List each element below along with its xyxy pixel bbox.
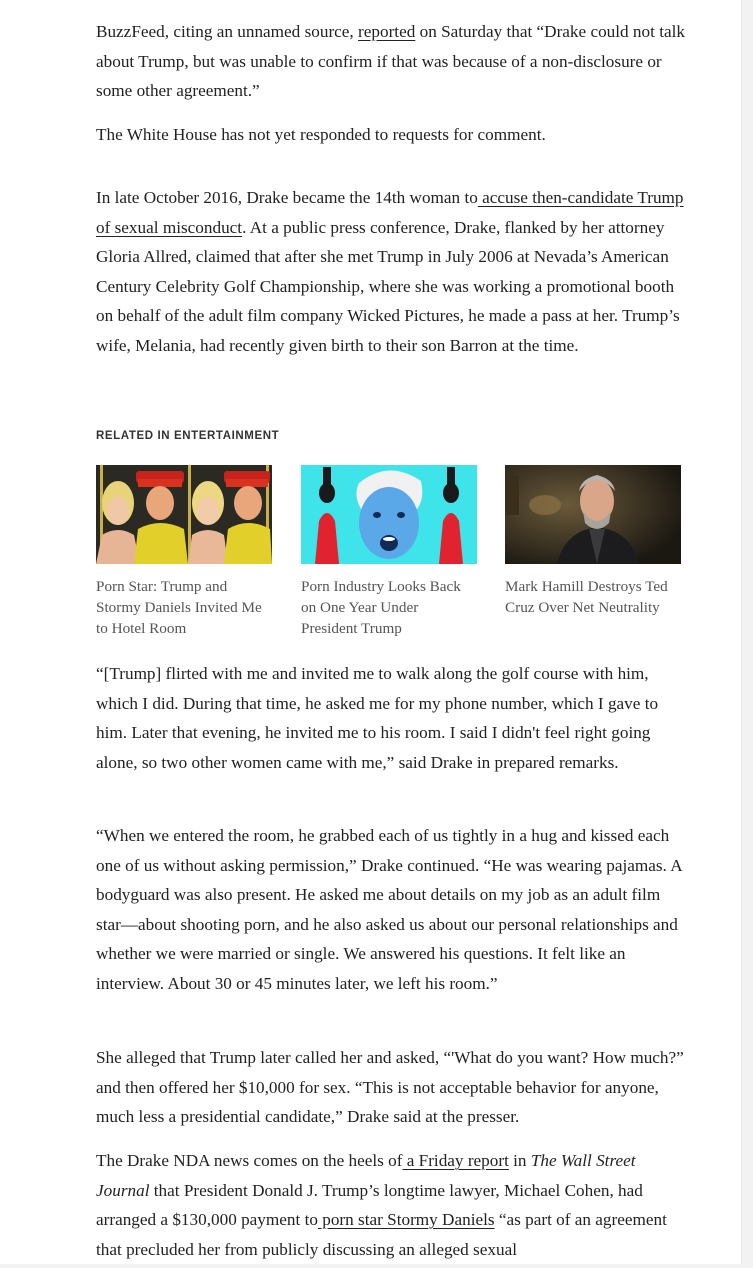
text: BuzzFeed, citing an unnamed source, <box>96 22 359 41</box>
paragraph <box>96 1146 686 1264</box>
text: on Saturday that “Drake could not talk about Trump, but was unable to confirm if that was because of a non-disclosure or some other agreement.” <box>96 22 685 100</box>
related-item[interactable] <box>301 465 477 639</box>
text: The Drake NDA news comes on the heels of <box>96 1151 403 1170</box>
paragraph: She alleged that Trump later called her and asked, “'What do you want? How much?” and then offered her $10,000 for sex. “This is not acceptable behavior for anyone, much less a presidential candidate,” Drake said at the presser. <box>96 1048 684 1126</box>
paragraph: “When we entered the room, he grabbed each of us tightly in a hug and kissed each one of us without asking permission,” Drake continued. “He was wearing pajamas. A bodyguard was also present. He asked me about details on my job as an adult film star—about shooting porn, and he also asked us about our personal relationships and whether we were married or single. We answered his questions. It felt like an interview. About 30 or 45 minutes later, we left his room.” <box>96 826 682 993</box>
text: . At a public press conference, Drake, flanked by her attorney Gloria Allred, claimed that after she met Trump in July 2006 at Nevada’s American Century Celebrity Golf Championship, where she was working a promotional booth on behalf of the adult film company Wicked Pictures, he made a pass at her. Trump’s wife, Melania, had recently given birth to their son Barron at the time. <box>96 217 680 355</box>
stormy-daniels-link[interactable]: porn star Stormy Daniels <box>317 1210 495 1229</box>
text: “as part of an agreement that precluded her from publicly discussing an alleged sexual <box>96 1210 667 1259</box>
portrait-photo-icon <box>505 465 681 564</box>
related-caption: Porn Industry Looks Back on One Year Under President Trump <box>301 578 461 637</box>
related-heading: RELATED IN ENTERTAINMENT <box>96 430 280 442</box>
text: In late October 2016, Drake became the 14th woman to <box>96 188 478 207</box>
friday-report-link[interactable]: a Friday report <box>402 1151 509 1170</box>
collage-photo-icon <box>96 465 272 564</box>
paragraph: “[Trump] flirted with me and invited me to walk along the golf course with him, which I did. During that time, he asked me for my phone number, which I gave to him. Later that evening, he invited me to his room. I said I didn't feel right going alone, so two other women came with me,” said Drake in prepared remarks. <box>96 664 659 772</box>
related-caption: Porn Star: Trump and Stormy Daniels Invited Me to Hotel Room <box>96 578 262 637</box>
reported-link[interactable]: reported <box>358 22 416 41</box>
publication-name: The Wall Street Journal <box>96 1151 636 1200</box>
pop-art-photo-icon <box>301 465 477 564</box>
paragraph <box>96 183 686 360</box>
related-item[interactable] <box>505 465 681 618</box>
accuse-link[interactable]: accuse then-candidate Trump of sexual misconduct <box>96 188 684 237</box>
related-item[interactable] <box>96 465 272 639</box>
paragraph <box>96 17 686 106</box>
paragraph: The White House has not yet responded to requests for comment. <box>96 125 546 144</box>
text: in <box>508 1151 531 1170</box>
text: that President Donald J. Trump’s longtime lawyer, Michael Cohen, had arranged a $130,000 payment to <box>96 1180 643 1229</box>
related-caption: Mark Hamill Destroys Ted Cruz Over Net Neutrality <box>505 578 668 616</box>
